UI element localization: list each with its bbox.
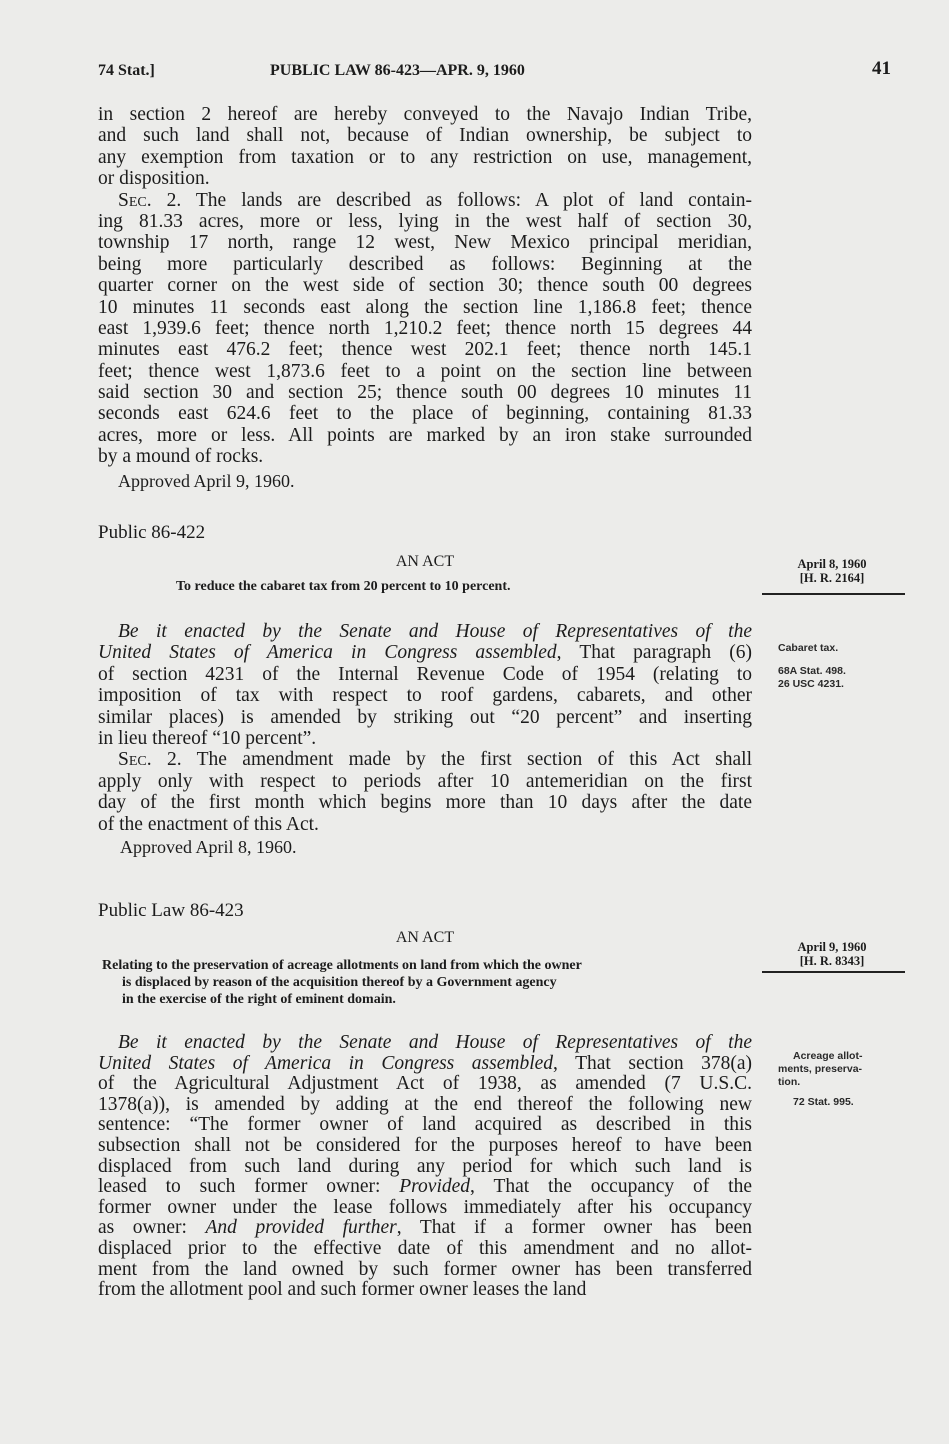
text-run: said section 30 and section 25; thence south 00 degrees 10 minutes 11: [98, 382, 752, 404]
text-run: and such land shall not, because of Indian ownership, be subject to: [98, 125, 752, 147]
text-run: , That if a former owner has been: [396, 1217, 752, 1239]
text-run: leased to such former owner:: [98, 1176, 400, 1198]
text-run: east 1,939.6 feet; thence north 1,210.2 feet; thence north 15 degrees 44: [98, 317, 752, 339]
section-label: Sec.: [118, 749, 152, 771]
act-subtitle: is displaced by reason of the acquisition thereof by a Government agency: [122, 975, 557, 990]
text-line: [98, 211, 752, 232]
text-run: imposition of tax with respect to roof gardens, cabarets, and other: [98, 685, 752, 707]
text-run: or disposition.: [98, 168, 210, 190]
text-line: [98, 232, 752, 253]
text-line: [98, 125, 752, 146]
text-line: [98, 664, 752, 685]
text-run: any exemption from taxation or to any restriction on use, management,: [98, 146, 752, 168]
text-line: [98, 1177, 752, 1198]
text-line: [98, 147, 752, 168]
text-run: ing 81.33 acres, more or less, lying in the west half of section 30,: [98, 210, 752, 232]
text-run: township 17 north, range 12 west, New Mexico principal meridian,: [98, 232, 752, 254]
enactment-date: April 8, 1960: [797, 557, 867, 571]
text-line: [98, 1157, 752, 1178]
running-title: PUBLIC LAW 86-423—APR. 9, 1960: [270, 62, 525, 79]
act-subtitle: in the exercise of the right of eminent domain.: [122, 992, 396, 1007]
text-run: acres, more or less. All points are marked by an iron stake surrounded: [98, 424, 752, 446]
approval-date: Approved April 8, 1960.: [120, 837, 297, 857]
margin-note: Acreage allot-: [793, 1050, 863, 1062]
text-line: [98, 792, 752, 813]
text-line: [98, 1054, 752, 1075]
text-line: [98, 403, 752, 424]
text-line: [98, 814, 752, 835]
act-heading: AN ACT: [395, 929, 455, 946]
bill-number: [H. R. 2164]: [799, 571, 865, 585]
text-line: [98, 707, 752, 728]
text-line: [98, 168, 752, 189]
text-run: in section 2 hereof are hereby conveyed to the Navajo Indian Tribe,: [98, 104, 752, 125]
text-line: [98, 1218, 752, 1239]
text-run: day of the first month which begins more than 10 days after the date: [98, 792, 752, 814]
text-run: in lieu thereof “10 percent”.: [98, 727, 317, 749]
act-subtitle: Relating to the preservation of acreage allotments on land from which the owner: [102, 958, 582, 973]
text-run: sentence: “The former owner of land acquired as described in this: [98, 1114, 752, 1136]
text-run: displaced prior to the effective date of this amendment and no allot-: [98, 1237, 752, 1259]
margin-note: 68A Stat. 498.: [778, 665, 846, 677]
text-line: [98, 104, 752, 125]
text-line: [98, 425, 752, 446]
italic-text: Provided: [399, 1176, 471, 1198]
text-line: [98, 297, 752, 318]
text-run: displaced from such land during any period for which such land is: [98, 1155, 752, 1177]
text-run: former owner under the lease follows immediately after his occupancy: [98, 1196, 752, 1218]
text-line: [98, 1115, 752, 1136]
text-line: [98, 1136, 752, 1157]
text-line: [98, 1074, 752, 1095]
act-body: [98, 621, 752, 835]
text-line: [98, 1260, 752, 1281]
text-run: feet; thence west 1,873.6 feet to a point on the section line between: [98, 360, 752, 382]
act-heading: AN ACT: [395, 553, 455, 570]
italic-text: And provided further: [205, 1217, 397, 1239]
act-subtitle: To reduce the cabaret tax from 20 percent to 10 percent.: [176, 579, 511, 594]
text-run: of the Agricultural Adjustment Act of 1938, as amended (7 U.S.C.: [98, 1073, 752, 1095]
public-law-number: Public 86-422: [98, 522, 206, 543]
italic-text: United States of America in Congress assembled: [98, 642, 557, 664]
margin-note: 72 Stat. 995.: [793, 1096, 854, 1108]
text-line: [98, 1033, 752, 1054]
text-run: minutes east 476.2 feet; thence west 202.1 feet; thence north 145.1: [98, 339, 752, 361]
text-run: subsection shall not be considered for the purposes hereof to have been: [98, 1134, 752, 1156]
text-line: [98, 1280, 752, 1301]
text-line: [98, 382, 752, 403]
italic-text: Be it enacted by the Senate and House of Representatives of the: [118, 1032, 752, 1053]
public-law-number: Public Law 86-423: [98, 900, 244, 921]
text-run: quarter corner on the west side of section 30; thence south 00 degrees: [98, 275, 752, 297]
text-run: of section 4231 of the Internal Revenue Code of 1954 (relating to: [98, 663, 752, 685]
text-run: , That paragraph (6): [556, 642, 753, 664]
volume-reference: 74 Stat.]: [98, 62, 155, 79]
italic-text: United States of America in Congress assembled: [98, 1052, 554, 1074]
text-line: [98, 339, 752, 360]
text-run: , That the occupancy of the: [470, 1176, 752, 1198]
text-run: by a mound of rocks.: [98, 446, 264, 468]
text-run: of the enactment of this Act.: [98, 813, 319, 835]
text-line: [98, 318, 752, 339]
text-line: [98, 254, 752, 275]
text-run: , That section 378(a): [553, 1052, 753, 1074]
text-line: [98, 446, 752, 467]
text-run: similar places) is amended by striking out “20 percent” and inserting: [98, 706, 752, 728]
margin-note: tion.: [778, 1076, 801, 1088]
text-run: 10 minutes 11 seconds east along the section line 1,186.8 feet; thence: [98, 296, 752, 318]
continuation-text: [98, 104, 752, 468]
text-run: as owner:: [98, 1217, 206, 1239]
text-line: [98, 749, 752, 770]
text-line: [98, 642, 752, 663]
text-line: [98, 771, 752, 792]
text-run: ment from the land owned by such former owner has been transferred: [98, 1258, 752, 1280]
act-body: [98, 1033, 752, 1301]
margin-rule: [762, 593, 905, 595]
text-line: [98, 1239, 752, 1260]
text-run: 2. The amendment made by the first section of this Act shall: [151, 749, 752, 771]
text-line: [98, 275, 752, 296]
italic-text: Be it enacted by the Senate and House of Representatives of the: [118, 621, 752, 642]
text-run: 1378(a)), is amended by adding at the end thereof the following new: [98, 1093, 752, 1115]
enactment-date: April 9, 1960: [797, 940, 867, 954]
text-line: [98, 728, 752, 749]
text-run: seconds east 624.6 feet to the place of beginning, containing 81.33: [98, 403, 752, 425]
approval-date: Approved April 9, 1960.: [118, 471, 295, 491]
bill-number: [H. R. 8343]: [799, 954, 865, 968]
text-line: [98, 190, 752, 211]
text-run: 2. The lands are described as follows: A plot of land contain-: [151, 189, 752, 211]
text-line: [98, 1198, 752, 1219]
margin-note: ments, preserva-: [778, 1063, 863, 1075]
section-label: Sec.: [118, 189, 152, 211]
page-number: 41: [872, 58, 891, 79]
text-line: [98, 621, 752, 642]
text-line: [98, 1095, 752, 1116]
text-line: [98, 685, 752, 706]
text-run: apply only with respect to periods after 10 antemeridian on the first: [98, 770, 752, 792]
text-run: being more particularly described as follows: Beginning at the: [98, 253, 752, 275]
margin-note: 26 USC 4231.: [778, 678, 844, 690]
margin-rule: [762, 971, 905, 973]
margin-note: Cabaret tax.: [778, 642, 839, 654]
text-run: from the allotment pool and such former owner leases the land: [98, 1279, 587, 1301]
text-line: [98, 361, 752, 382]
